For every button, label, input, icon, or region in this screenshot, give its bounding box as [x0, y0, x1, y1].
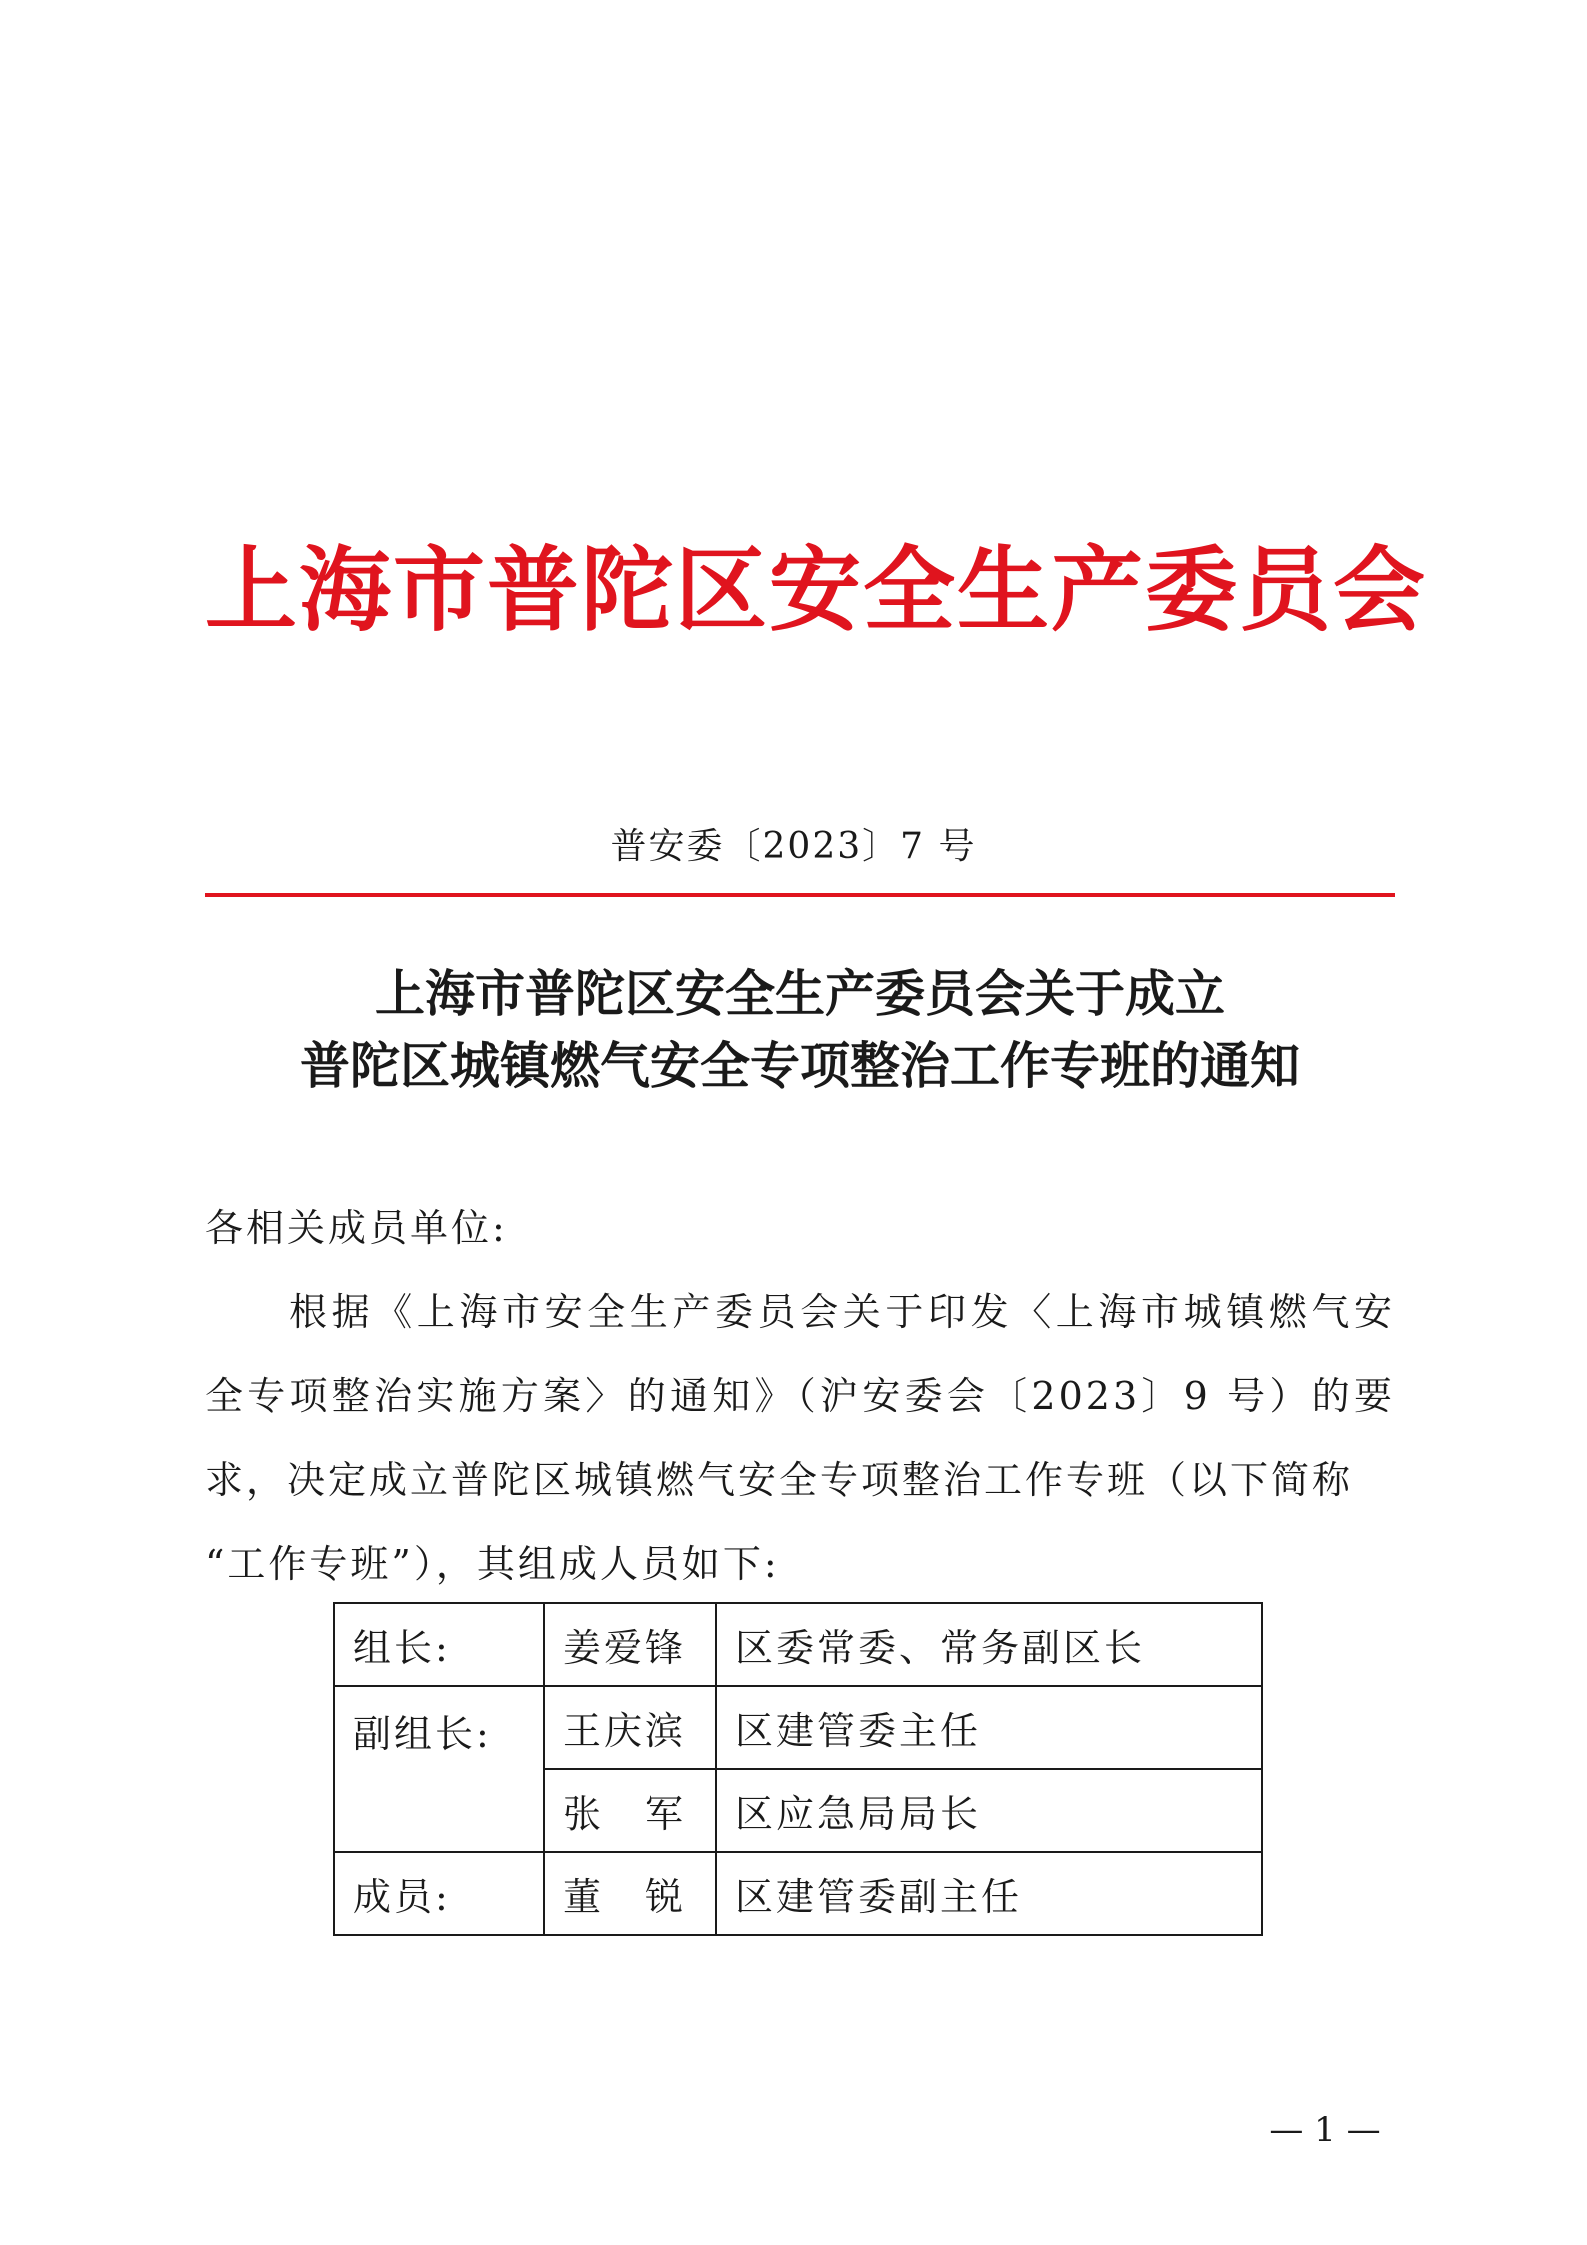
role-cell: 副组长: — [334, 1686, 544, 1852]
position-cell: 区建管委副主任 — [716, 1852, 1262, 1935]
table-row — [334, 1686, 1262, 1769]
issuing-organization-header: 上海市普陀区安全生产委员会 — [205, 536, 1428, 644]
name-cell: 姜爱锋 — [544, 1603, 716, 1686]
salutation: 各相关成员单位: — [205, 1206, 508, 1250]
red-divider-line — [205, 893, 1395, 897]
body-paragraph-text: 根据《上海市安全生产委员会关于印发〈上海市城镇燃气安全专项整治实施方案〉的通知》（沪安委会〔2023〕9 号）的要求，决定成立普陀区城镇燃气安全专项整治工作专班（以下简称 — [205, 1290, 1395, 1502]
title-line-2: 普陀区城镇燃气安全专项整治工作专班的通知 — [300, 1036, 1300, 1095]
table-row — [334, 1603, 1262, 1686]
name-cell: 张 军 — [544, 1769, 716, 1852]
role-cell: 成员: — [334, 1852, 544, 1935]
document-title — [205, 958, 1395, 1102]
page-number: — 1 — — [1269, 2110, 1381, 2150]
position-cell: 区委常委、常务副区长 — [716, 1603, 1262, 1686]
document-number: 普安委〔2023〕7 号 — [610, 826, 977, 867]
position-cell: 区建管委主任 — [716, 1686, 1262, 1769]
body-paragraph-end: “工作专班”），其组成人员如下: — [205, 1542, 780, 1586]
role-cell: 组长: — [334, 1603, 544, 1686]
name-cell: 董 锐 — [544, 1852, 716, 1935]
name-cell: 王庆滨 — [544, 1686, 716, 1769]
position-cell: 区应急局局长 — [716, 1769, 1262, 1852]
title-line-1: 上海市普陀区安全生产委员会关于成立 — [375, 964, 1225, 1023]
table-row — [334, 1852, 1262, 1935]
body-paragraph — [205, 1270, 1395, 1606]
roster-table — [333, 1602, 1263, 1936]
